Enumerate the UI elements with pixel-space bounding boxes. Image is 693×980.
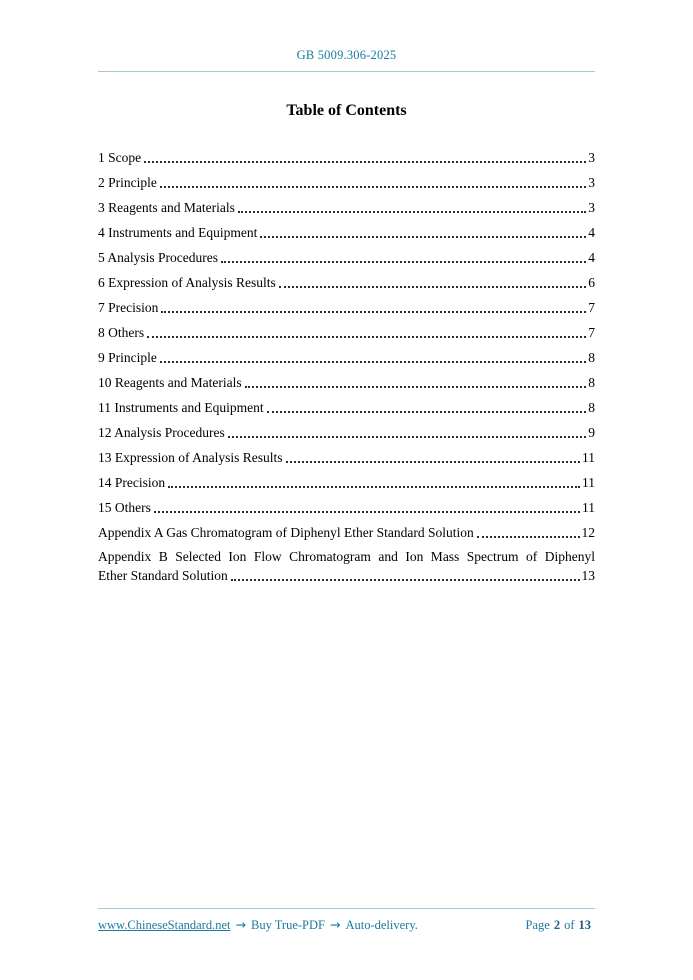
toc-entry-page: 11 [582, 450, 595, 465]
toc-entry[interactable] [98, 192, 595, 217]
toc-entry-label: Appendix A Gas Chromatogram of Diphenyl Ether Standard Solution [98, 525, 474, 540]
total-page-number: 13 [578, 918, 591, 932]
toc-entry-label: 15 Others [98, 500, 151, 515]
toc-entry[interactable] [98, 392, 595, 417]
dot-leader [144, 161, 586, 163]
toc-entry-label-line1: Appendix B Selected Ion Flow Chromatogram and Ion Mass Spectrum of Diphenyl [98, 549, 595, 564]
toc-entry-page: 4 [588, 250, 595, 265]
dot-leader [279, 286, 587, 288]
dot-leader [286, 461, 581, 463]
footer-left [98, 917, 418, 933]
header-rule [98, 71, 595, 72]
toc-entry-page: 3 [588, 200, 595, 215]
page-footer [98, 908, 595, 933]
toc-entry-page: 3 [588, 150, 595, 165]
footer-buy-text: Buy True-PDF [250, 918, 325, 932]
toc-entry[interactable] [98, 467, 595, 492]
toc-entry-page: 11 [582, 500, 595, 515]
toc-entry[interactable] [98, 342, 595, 367]
page-title: Table of Contents [286, 102, 407, 119]
current-page-number: 2 [553, 918, 561, 932]
toc-entry-appendix-b[interactable] [98, 547, 595, 585]
toc-entry-page: 8 [588, 375, 595, 390]
dot-leader [168, 486, 580, 488]
toc-entry-label: 2 Principle [98, 175, 157, 190]
dot-leader [260, 236, 586, 238]
footer-page-indicator [526, 918, 595, 933]
toc-entry[interactable] [98, 492, 595, 517]
toc-entry-label: 12 Analysis Procedures [98, 425, 225, 440]
toc-entry-page: 12 [581, 525, 595, 540]
dot-leader [161, 311, 586, 313]
dot-leader [228, 436, 587, 438]
toc-entry[interactable] [98, 442, 595, 467]
toc-entry-page: 13 [581, 568, 595, 583]
dot-leader [245, 386, 587, 388]
footer-delivery-text: Auto-delivery. [345, 918, 418, 932]
toc-entry-page: 9 [588, 425, 595, 440]
dot-leader [238, 211, 586, 213]
document-number: GB 5009.306-2025 [296, 48, 397, 62]
toc-entry[interactable] [98, 267, 595, 292]
toc-entry-page: 11 [582, 475, 595, 490]
toc-entry[interactable] [98, 167, 595, 192]
toc-entry-label: 1 Scope [98, 150, 142, 165]
toc-entry[interactable] [98, 317, 595, 342]
dot-leader [221, 261, 586, 263]
dot-leader [231, 579, 580, 581]
toc-entry-label: 3 Reagents and Materials [98, 200, 235, 215]
toc-entry-label: 8 Others [98, 325, 145, 340]
toc-entry[interactable] [98, 217, 595, 242]
table-of-contents [98, 142, 595, 585]
toc-entry-label: 7 Precision [98, 300, 159, 315]
toc-entry[interactable] [98, 292, 595, 317]
dot-leader [147, 336, 586, 338]
toc-entry-label: 5 Analysis Procedures [98, 250, 218, 265]
toc-entry-page: 7 [588, 325, 595, 340]
toc-entry-page: 3 [588, 175, 595, 190]
toc-entry-label: 13 Expression of Analysis Results [98, 450, 283, 465]
toc-entry-page: 4 [588, 225, 595, 240]
dot-leader [160, 361, 586, 363]
toc-entry[interactable] [98, 142, 595, 167]
toc-entry-page: 8 [588, 400, 595, 415]
arrow-right-icon: → [235, 917, 246, 932]
toc-entry[interactable] [98, 242, 595, 267]
toc-entry-page: 6 [588, 275, 595, 290]
toc-entry-page: 8 [588, 350, 595, 365]
toc-entry[interactable] [98, 417, 595, 442]
page-header [98, 0, 595, 72]
dot-leader [160, 186, 586, 188]
dot-leader [477, 536, 580, 538]
toc-entry-page: 7 [588, 300, 595, 315]
toc-entry-appendix-a[interactable] [98, 517, 595, 542]
toc-entry-label: 9 Principle [98, 350, 157, 365]
of-label: of [564, 918, 575, 932]
footer-website-link[interactable]: www.ChineseStandard.net [98, 918, 231, 932]
toc-entry[interactable] [98, 367, 595, 392]
toc-entry-label: 11 Instruments and Equipment [98, 400, 264, 415]
toc-entry-label: 10 Reagents and Materials [98, 375, 242, 390]
arrow-right-icon: → [329, 917, 341, 932]
dot-leader [267, 411, 587, 413]
toc-entry-label: 14 Precision [98, 475, 166, 490]
page-label: Page [525, 918, 550, 932]
dot-leader [154, 511, 580, 513]
toc-entry-label: 6 Expression of Analysis Results [98, 275, 276, 290]
toc-entry-label: 4 Instruments and Equipment [98, 225, 258, 240]
toc-entry-label-line2: Ether Standard Solution [98, 568, 228, 583]
